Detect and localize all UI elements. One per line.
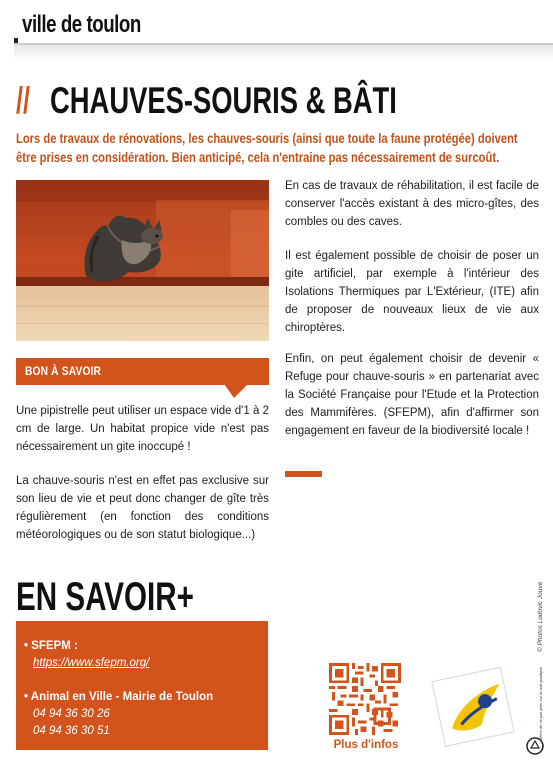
bon-a-savoir-paragraph: Une pipistrelle peut utiliser un espace vide d'1 à 2 cm de large. Un habitat propice vide n'est pas nécessairement un gite inoccupé !	[16, 405, 269, 453]
section-header-title: ville de toulon	[22, 11, 141, 38]
header-shadow	[14, 45, 553, 61]
article-lede: Lors de travaux de rénovations, les chauves-souris (ainsi que toute la faune protégée) doivent être prises en considération. Bien anticipé, cela n'entraine pas nécessairement de surcoût.	[16, 130, 518, 165]
legal-notice-label: Merci de ne pas jeter sur la voie publique	[538, 667, 543, 740]
article-paragraph: Il est également possible de choisir de poser un gite artificiel, par exemple à l'intérieur des Isolations Thermiques par L'Extérieur, (ITE) afin de proposer de nouveaux lieux de vie aux chiroptères.	[285, 250, 539, 334]
article-paragraph: En cas de travaux de réhabilitation, il est facile de conserver l'accès existant à des micro-gîtes, des combles ou des caves.	[285, 180, 539, 228]
qr-code[interactable]	[329, 663, 401, 735]
bon-a-savoir-label: BON À SAVOIR	[25, 364, 102, 378]
title-slashes: //	[16, 80, 30, 121]
bat-photo	[16, 180, 269, 341]
banner-tail	[224, 384, 248, 398]
qr-code-label: Plus d'infos	[333, 739, 399, 751]
article-paragraph: Enfin, on peut également choisir de devenir « Refuge pour chauve-souris » en partenariat avec la Société Française pour l'Etude et la Protection des Mammifères. (SFEPM), afin d'affirmer son engagement en faveur de la biodiversité locale !	[285, 353, 539, 437]
photo-credit	[535, 572, 545, 652]
toulon-logo	[428, 664, 516, 750]
article-title	[16, 80, 397, 122]
recycle-icon	[525, 736, 545, 756]
animal-en-ville-label: • Animal en Ville - Mairie de Toulon	[24, 691, 214, 703]
bon-a-savoir-paragraph: La chauve-souris n'est en effet pas exclusive sur son lieu de vie et peut donc changer de gîte très régulièrement (en fonction des conditions météorologiques ou de son statut biologique...)	[16, 475, 269, 541]
toulon-logo-icon	[428, 664, 516, 750]
accent-rule	[285, 471, 322, 477]
en-savoir-plus-title: EN SAVOIR+	[16, 575, 194, 619]
qr-code-icon	[329, 663, 401, 735]
photo-credit-text	[535, 572, 545, 652]
sfepm-label: • SFEPM :	[24, 640, 78, 652]
sfepm-link[interactable]: https://www.sfepm.org/	[33, 657, 150, 669]
legal-notice-text	[536, 665, 546, 740]
phone-number: 04 94 36 30 51	[33, 725, 110, 737]
recycle-icon-graphic	[525, 736, 545, 756]
title-text: CHAUVES-SOURIS & BÂTI	[50, 80, 397, 121]
photo-credit-label: © Photos Ludovic Jouve	[537, 581, 544, 652]
bat-photo-illustration	[16, 180, 269, 341]
legal-notice	[536, 665, 546, 740]
phone-number: 04 94 36 30 26	[33, 708, 110, 720]
